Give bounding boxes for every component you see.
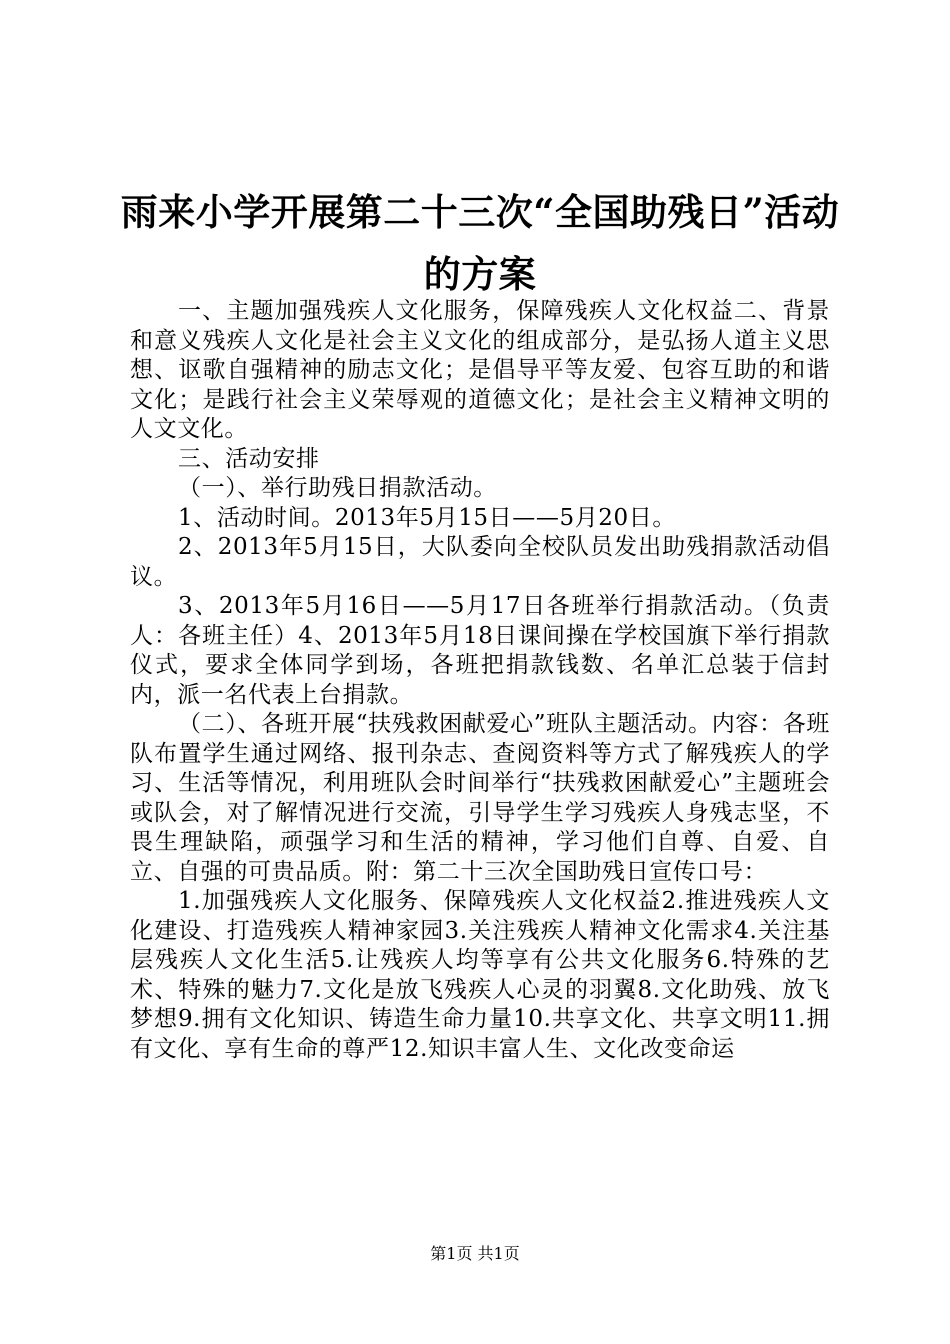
document-title: 雨来小学开展第二十三次“全国助残日”活动的方案 bbox=[120, 190, 840, 296]
paragraph-theme-background: 一、主题加强残疾人文化服务，保障残疾人文化权益二、背景和意义残疾人文化是社会主义文化的组成部分，是弘扬人道主义思想、讴歌自强精神的励志文化；是倡导平等友爱、包容互助的和谐文化；是践行社会主义荣辱观的道德文化；是社会主义精神文明的人文文化。 bbox=[130, 298, 830, 442]
paragraph-activity-time: 1、活动时间。2013年5月15日——5月20日。 bbox=[178, 504, 676, 531]
paragraph-slogans: 1.加强残疾人文化服务、保障残疾人文化权益2.推进残疾人文化建设、打造残疾人精神家园3.关注残疾人精神文化需求4.关注基层残疾人文化生活5.让残疾人均等享有公共文化服务6.特殊的艺术、特殊的魅力7.文化是放飞残疾人心灵的羽翼8.文化助残、放飞梦想9.拥有文化知识、铸造生命力量10.共享文化、共享文明11.拥有文化、享有生命的尊严12.知识丰富人生、文化改变命运 bbox=[130, 888, 830, 1062]
paragraph-activity-heading: 三、活动安排 bbox=[178, 445, 320, 472]
page-indicator: 第1页 共1页 bbox=[430, 1244, 520, 1263]
document-body bbox=[130, 297, 830, 1064]
paragraph-class-activity: （二）、各班开展“扶残救困献爱心”班队主题活动。内容：各班队布置学生通过网络、报刊杂志、查阅资料等方式了解残疾人的学习、生活等情况，利用班队会时间举行“扶残救困献爱心”主题班会或队会，对了解情况进行交流，引导学生学习残疾人身残志坚，不畏生理缺陷，顽强学习和生活的精神，学习他们自尊、自爱、自立、自强的可贵品质。附：第二十三次全国助残日宣传口号： bbox=[130, 711, 830, 885]
paragraph-donation-events: 3、2013年5月16日——5月17日各班举行捐款活动。（负责人：各班主任）4、2013年5月18日课间操在学校国旗下举行捐款仪式，要求全体同学到场，各班把捐款钱数、名单汇总装于信封内，派一名代表上台捐款。 bbox=[130, 593, 830, 708]
paragraph-donation-heading: （一）、举行助残日捐款活动。 bbox=[178, 475, 497, 501]
paragraph-initiative: 2、2013年5月15日，大队委向全校队员发出助残捐款活动倡议。 bbox=[130, 534, 830, 590]
